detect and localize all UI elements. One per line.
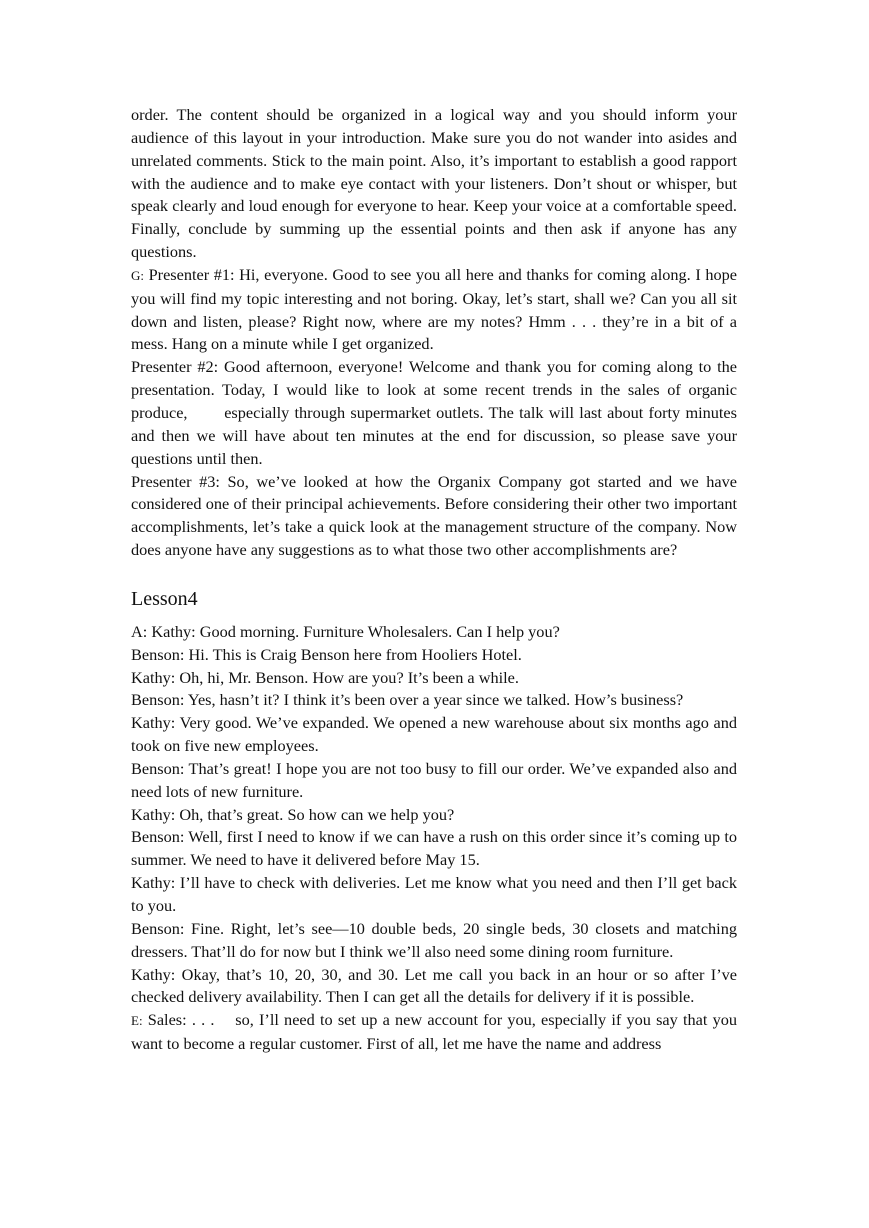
lesson-heading: Lesson4 bbox=[131, 587, 198, 610]
presenter-1-text: Presenter #1: Hi, everyone. Good to see you all here and thanks for coming along. I hope you will find my topic interesting and not boring. Okay, let’s start, shall we? Can you all sit down and listen, please? Right now, where are my notes? Hmm . . . they’re in a bit of a mess. Hang on a minute while I get organized. bbox=[131, 264, 737, 354]
dialogue-line: Kathy: Okay, that’s 10, 20, 30, and 30. Let me call you back in an hour or so after I’ve checked delivery availability. Then I can get all the details for delivery if it is possible. bbox=[131, 964, 737, 1007]
dialogue-line: Benson: Yes, hasn’t it? I think it’s been over a year since we talked. How’s business? bbox=[131, 690, 684, 710]
section-marker-e: E: bbox=[131, 1013, 143, 1029]
sales-dialogue-paragraph bbox=[131, 1009, 737, 1056]
presenter-2-paragraph bbox=[131, 356, 737, 470]
dialogue-line: Benson: Well, first I need to know if we can have a rush on this order since it’s coming up to summer. We need to have it delivered before May 15. bbox=[131, 827, 737, 870]
document-page bbox=[131, 104, 737, 1056]
presenter-1-paragraph bbox=[131, 264, 737, 356]
presentation-tips-paragraph: order. The content should be organized in a logical way and you should inform your audience of this layout in your introduction. Make sure you do not wander into asides and unrelated comments. Stick to the main point. Also, it’s important to establish a good rapport with the audience and to make eye contact with your listeners. Don’t shout or whisper, but speak clearly and loud enough for everyone to hear. Keep your voice at a comfortable speed. Finally, conclude by summing up the essential points and then ask if anyone has any questions. bbox=[131, 105, 737, 262]
dialogue-line: Benson: Hi. This is Craig Benson here from Hooliers Hotel. bbox=[131, 644, 522, 664]
dialogue-line: Benson: Fine. Right, let’s see—10 double beds, 20 single beds, 30 closets and matching dressers. That’ll do for now but I think we’ll also need some dining room furniture. bbox=[131, 918, 737, 961]
presenter-2-text-start: Presenter #2: Good afternoon, everyone! Welcome and thank you for coming along to the presentation. Today, I would like to look at some recent trends in the sales of organic produce, bbox=[131, 357, 737, 422]
presenter-3-paragraph: Presenter #3: So, we’ve looked at how the Organix Company got started and we have considered one of their principal achievements. Before considering their other two important accomplishments, let’s take a quick look at the management structure of the company. Now does anyone have any suggestions as to what those two other accomplishments are? bbox=[131, 471, 737, 560]
dialogue-line: A: Kathy: Good morning. Furniture Wholesalers. Can I help you? bbox=[131, 621, 560, 641]
dialogue-line: Kathy: Oh, that’s great. So how can we help you? bbox=[131, 804, 455, 824]
dialogue-line: Kathy: Very good. We’ve expanded. We opened a new warehouse about six months ago and took on five new employees. bbox=[131, 713, 737, 756]
dialogue-line: Kathy: Oh, hi, Mr. Benson. How are you? It’s been a while. bbox=[131, 667, 519, 687]
sales-dialogue-start: Sales: . . . bbox=[147, 1010, 215, 1030]
dialogue-line: Kathy: I’ll have to check with deliveries. Let me know what you need and then I’ll get back to you. bbox=[131, 873, 737, 915]
section-marker-g: G: bbox=[131, 267, 144, 283]
dialogue-line: Benson: That’s great! I hope you are not too busy to fill our order. We’ve expanded also and need lots of new furniture. bbox=[131, 758, 737, 801]
presenter-2-text-end: especially through supermarket outlets. The talk will last about forty minutes and then we will have about ten minutes at the end for discussion, so please save your questions until then. bbox=[131, 402, 737, 468]
sales-dialogue-end: so, I’ll need to set up a new account for you, especially if you say that you want to become a regular customer. First of all, let me have the name and address bbox=[131, 1010, 738, 1054]
